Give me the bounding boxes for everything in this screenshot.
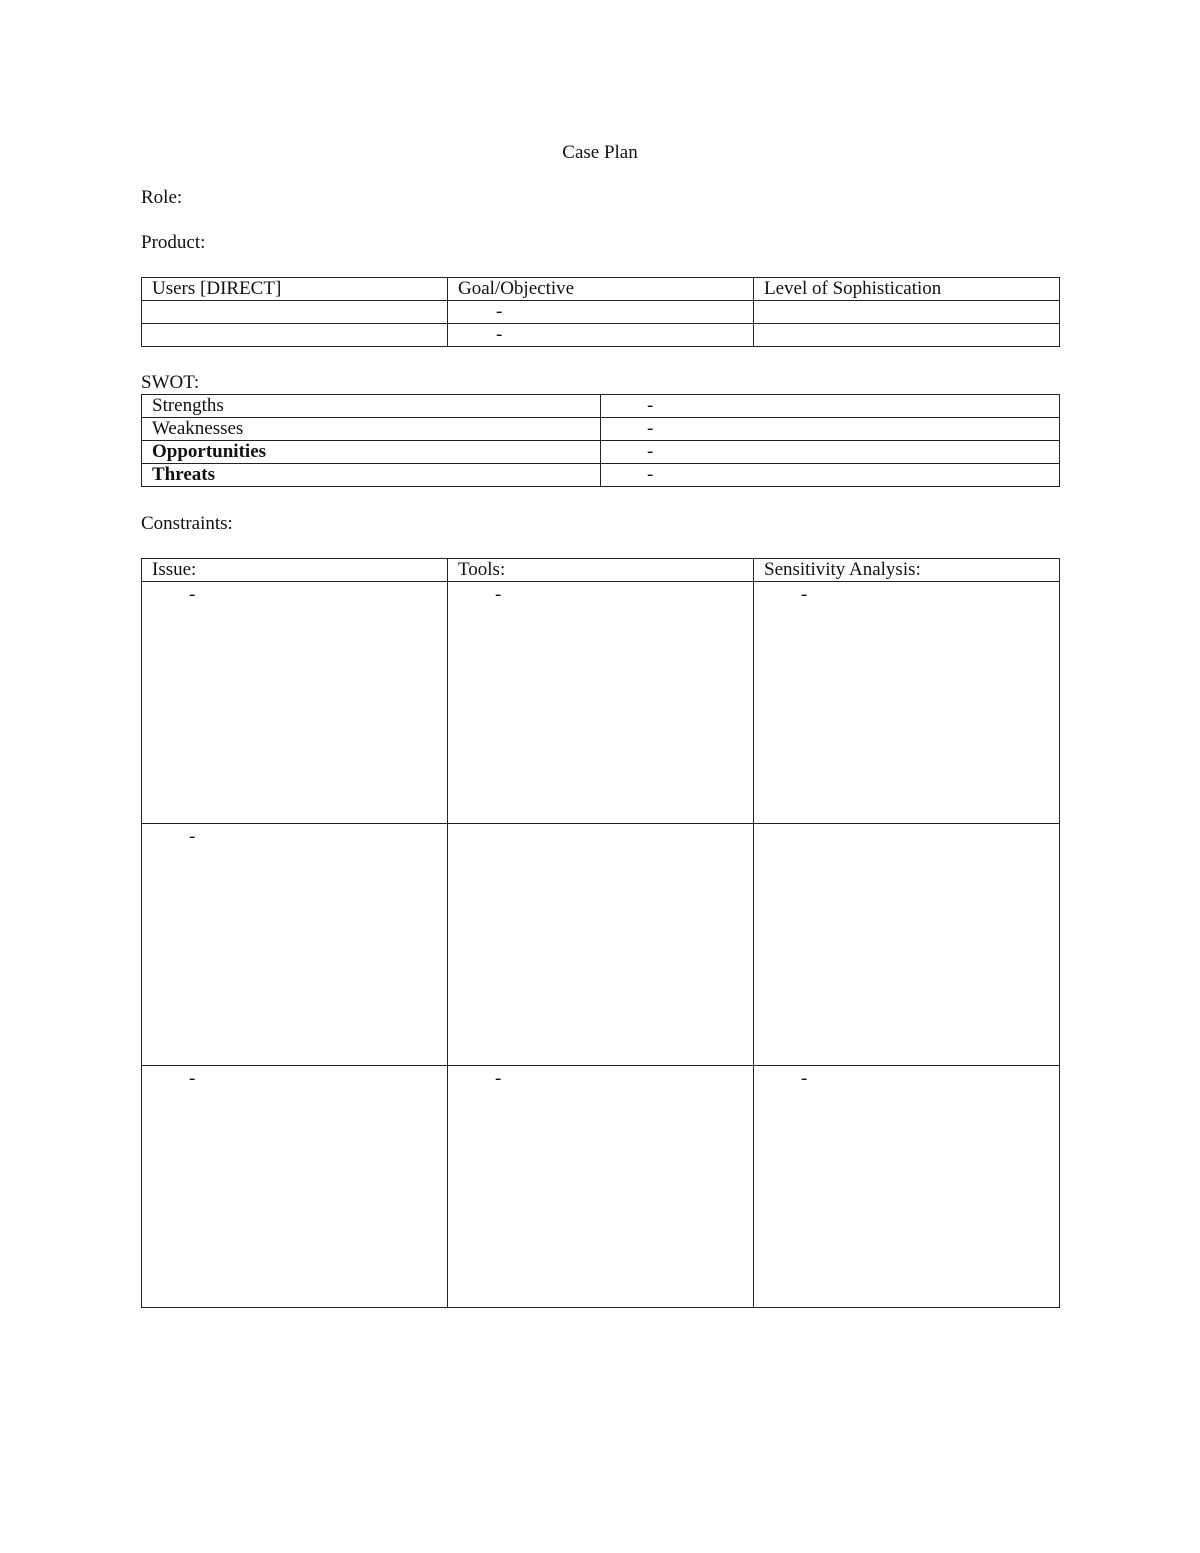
table-cell <box>754 301 1060 324</box>
table-row <box>142 1066 1060 1308</box>
sensitivity-header-cell: Sensitivity Analysis: <box>754 559 1060 582</box>
cell-text: - <box>801 584 808 605</box>
table-row <box>142 418 1060 441</box>
table-header-row <box>142 278 1060 301</box>
cell-text: - <box>647 464 654 485</box>
constraints-table <box>141 558 1060 1308</box>
issue-header-cell: Issue: <box>142 559 448 582</box>
table-row <box>142 441 1060 464</box>
table-cell <box>142 582 448 824</box>
table-row <box>142 395 1060 418</box>
tools-header-cell: Tools: <box>448 559 754 582</box>
table-row <box>142 301 1060 324</box>
table-cell <box>754 1066 1060 1308</box>
swot-category-strengths: Strengths <box>142 395 601 418</box>
swot-value <box>601 441 1060 464</box>
cell-text: - <box>495 584 502 605</box>
role-label: Role: <box>141 187 183 208</box>
table-row <box>142 582 1060 824</box>
table-cell <box>754 582 1060 824</box>
table-cell <box>448 324 754 347</box>
cell-text: - <box>647 395 654 416</box>
constraints-label: Constraints: <box>141 513 233 534</box>
cell-text: - <box>189 584 196 605</box>
cell-text: - <box>495 1068 502 1089</box>
table-cell <box>448 582 754 824</box>
goal-header-cell: Goal/Objective <box>448 278 754 301</box>
cell-text: - <box>647 418 654 439</box>
users-header-cell: Users [DIRECT] <box>142 278 448 301</box>
swot-value <box>601 395 1060 418</box>
swot-category-opportunities: Opportunities <box>142 441 601 464</box>
swot-label: SWOT: <box>141 372 200 393</box>
product-label: Product: <box>141 232 206 253</box>
table-cell <box>142 301 448 324</box>
page-title: Case Plan <box>562 142 638 163</box>
table-header-row <box>142 559 1060 582</box>
table-cell <box>142 1066 448 1308</box>
swot-category-weaknesses: Weaknesses <box>142 418 601 441</box>
table-cell <box>142 324 448 347</box>
swot-value <box>601 464 1060 487</box>
swot-value <box>601 418 1060 441</box>
cell-text: - <box>496 324 503 345</box>
table-row <box>142 324 1060 347</box>
users-table <box>141 277 1060 347</box>
cell-text: - <box>647 441 654 462</box>
table-row <box>142 824 1060 1066</box>
cell-text: - <box>189 1068 196 1089</box>
table-cell <box>754 824 1060 1066</box>
cell-text: - <box>496 301 503 322</box>
table-cell <box>448 1066 754 1308</box>
table-cell <box>448 824 754 1066</box>
table-cell <box>448 301 754 324</box>
cell-text: - <box>801 1068 808 1089</box>
table-row <box>142 464 1060 487</box>
swot-table <box>141 394 1060 487</box>
swot-category-threats: Threats <box>142 464 601 487</box>
table-cell <box>142 824 448 1066</box>
table-cell <box>754 324 1060 347</box>
cell-text: - <box>189 826 196 847</box>
sophistication-header-cell: Level of Sophistication <box>754 278 1060 301</box>
